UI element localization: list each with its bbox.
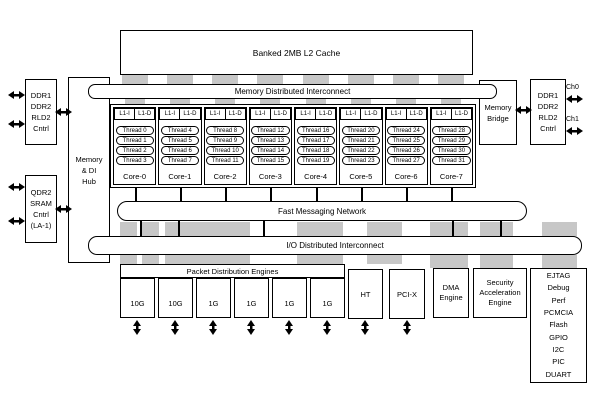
thread-pill: Thread 19 (297, 156, 335, 165)
qdr2-sram-controller-block (25, 175, 57, 243)
connector-strip (438, 75, 464, 84)
text-line: Engine (488, 298, 512, 307)
pci-x-block (389, 269, 425, 319)
fast-messaging-network-label: Fast Messaging Network (277, 206, 367, 216)
bidirectional-arrow-icon (55, 108, 72, 117)
text-line: DDR2 (30, 102, 52, 111)
packet-distribution-engines-header (120, 264, 345, 278)
connector-line (316, 188, 318, 201)
thread-pill: Thread 4 (161, 126, 199, 135)
dma-engine-block (433, 268, 469, 318)
connector-strip (542, 255, 577, 268)
thread-pill: Thread 16 (297, 126, 335, 135)
io-distributed-interconnect-label: I/O Distributed Interconnect (286, 241, 384, 250)
bidirectional-arrow-icon (361, 320, 370, 335)
text-line: I2C (552, 344, 565, 354)
connector-line (225, 188, 227, 201)
connector-strip (165, 255, 250, 264)
core-name-label: Core-2 (213, 172, 237, 181)
cores-container (110, 104, 476, 188)
l1d-cell: L1-D (270, 108, 291, 120)
connector-strip (348, 75, 374, 84)
core-block (158, 107, 201, 185)
l2-cache-block (120, 30, 473, 75)
connector-strip (297, 222, 343, 236)
l1d-cell: L1-D (406, 108, 427, 120)
text-line: SRAM (30, 199, 52, 208)
security-acceleration-engine-block (473, 268, 527, 318)
l1-cache-row (295, 108, 336, 120)
threads-group (251, 126, 289, 165)
thread-pill: Thread 21 (342, 136, 380, 145)
bidirectional-arrow-icon (515, 106, 532, 115)
bidirectional-arrow-icon (8, 91, 25, 100)
port-1g-block: 1G (234, 278, 269, 318)
text-line: Debug (547, 283, 570, 293)
threads-group (342, 126, 380, 165)
thread-pill: Thread 11 (206, 156, 244, 165)
bidirectional-arrow-icon (566, 127, 583, 136)
thread-pill: Thread 1 (116, 136, 154, 145)
l1i-cell: L1-I (205, 108, 226, 120)
thread-pill: Thread 12 (251, 126, 289, 135)
bidirectional-arrow-icon (133, 320, 142, 335)
thread-pill: Thread 20 (342, 126, 380, 135)
text-line: Cntrl (33, 124, 49, 133)
text-line: DDR1 (30, 91, 52, 100)
connector-strip (303, 75, 329, 84)
bidirectional-arrow-icon (247, 320, 256, 335)
l1d-cell: L1-D (134, 108, 155, 120)
bidirectional-arrow-icon (55, 205, 72, 214)
l1-cache-row (250, 108, 291, 120)
text-line: DDR2 (537, 102, 559, 111)
text-line: (LA-1) (30, 221, 52, 230)
text-line: PCMCIA (543, 308, 574, 318)
text-line: DDR1 (537, 91, 559, 100)
connector-line (361, 188, 363, 201)
connector-strip (393, 75, 419, 84)
text-line: EJTAG (546, 271, 571, 281)
thread-pill: Thread 9 (206, 136, 244, 145)
ht-label: HT (360, 289, 371, 299)
bidirectional-arrow-icon (8, 217, 25, 226)
connector-line (180, 188, 182, 201)
port-1g-block: 1G (310, 278, 345, 318)
port-10g-block: 10G (120, 278, 155, 318)
connector-strip (120, 255, 137, 264)
connector-strip (542, 222, 577, 236)
l1i-cell: L1-I (250, 108, 271, 120)
threads-group (297, 126, 335, 165)
connector-strip (367, 222, 402, 236)
core-name-label: Core-4 (304, 172, 328, 181)
ddr-controller-right-block (530, 79, 566, 145)
core-name-label: Core-1 (168, 172, 192, 181)
l1d-cell: L1-D (225, 108, 246, 120)
packet-distribution-engines-label: Packet Distribution Engines (186, 266, 279, 276)
l1i-cell: L1-I (295, 108, 316, 120)
core-block (385, 107, 428, 185)
text-line: Memory (484, 102, 512, 112)
connector-strip (257, 75, 283, 84)
text-line: & DI (81, 165, 97, 175)
text-line: Flash (549, 320, 568, 330)
core-block (294, 107, 337, 185)
thread-pill: Thread 24 (387, 126, 425, 135)
thread-pill: Thread 27 (387, 156, 425, 165)
thread-pill: Thread 17 (297, 136, 335, 145)
thread-pill: Thread 3 (116, 156, 154, 165)
l2-cache-label: Banked 2MB L2 Cache (252, 47, 341, 58)
bidirectional-arrow-icon (403, 320, 412, 335)
core-name-label: Core-5 (349, 172, 373, 181)
fast-messaging-network-bar (117, 201, 527, 221)
connector-strip (367, 255, 402, 264)
thread-pill: Thread 5 (161, 136, 199, 145)
connector-line (263, 221, 265, 236)
thread-pill: Thread 6 (161, 146, 199, 155)
channel-ch1-label: Ch1 (566, 116, 579, 123)
text-line: PIC (552, 357, 565, 367)
thread-pill: Thread 7 (161, 156, 199, 165)
l1i-cell: L1-I (114, 108, 135, 120)
text-line: Memory (75, 154, 103, 164)
text-line: Acceleration (479, 288, 521, 297)
connector-line (140, 221, 142, 236)
threads-group (161, 126, 199, 165)
thread-pill: Thread 31 (432, 156, 470, 165)
text-line: RLD2 (31, 113, 51, 122)
thread-pill: Thread 13 (251, 136, 289, 145)
port-1g-block: 1G (272, 278, 307, 318)
core-name-label: Core-3 (258, 172, 282, 181)
core-name-label: Core-7 (439, 172, 463, 181)
l1d-cell: L1-D (315, 108, 336, 120)
core-block (339, 107, 382, 185)
connector-line (451, 188, 453, 201)
threads-group (206, 126, 244, 165)
l1-cache-row (159, 108, 200, 120)
connector-strip (212, 75, 238, 84)
connector-strip (122, 75, 148, 84)
pci-x-label: PCI-X (396, 289, 417, 299)
memory-distributed-interconnect-bar (88, 84, 497, 99)
l1-cache-row (205, 108, 246, 120)
port-10g-block: 10G (158, 278, 193, 318)
connector-strip (480, 222, 513, 236)
thread-pill: Thread 25 (387, 136, 425, 145)
thread-pill: Thread 15 (251, 156, 289, 165)
thread-pill: Thread 28 (432, 126, 470, 135)
thread-pill: Thread 2 (116, 146, 154, 155)
thread-pill: Thread 23 (342, 156, 380, 165)
core-name-label: Core-0 (123, 172, 147, 181)
threads-group (116, 126, 154, 165)
connector-line (406, 188, 408, 201)
l1-cache-row (431, 108, 472, 120)
bidirectional-arrow-icon (323, 320, 332, 335)
thread-pill: Thread 0 (116, 126, 154, 135)
l1i-cell: L1-I (159, 108, 180, 120)
connector-strip (430, 255, 468, 268)
ddr-controller-left-block (25, 79, 57, 145)
connector-strip (167, 75, 193, 84)
bidirectional-arrow-icon (285, 320, 294, 335)
thread-pill: Thread 10 (206, 146, 244, 155)
bidirectional-arrow-icon (566, 95, 583, 104)
connector-strip (480, 255, 513, 268)
connector-strip (297, 255, 343, 264)
text-line: DUART (545, 369, 572, 379)
text-line: Bridge (487, 113, 509, 123)
core-block (430, 107, 473, 185)
connector-strip (120, 222, 137, 236)
text-line: QDR2 (30, 188, 52, 197)
text-line: Perf (551, 295, 566, 305)
core-block (249, 107, 292, 185)
text-line: RLD2 (538, 113, 558, 122)
io-distributed-interconnect-bar (88, 236, 582, 255)
connector-strip (142, 255, 159, 264)
l1-cache-row (114, 108, 155, 120)
l1d-cell: L1-D (360, 108, 381, 120)
bidirectional-arrow-icon (8, 120, 25, 129)
text-line: DMA (442, 283, 460, 292)
memory-distributed-interconnect-label: Memory Distributed Interconnect (234, 87, 351, 96)
peripherals-block (530, 268, 587, 383)
l1i-cell: L1-I (340, 108, 361, 120)
connector-line (500, 221, 502, 236)
bidirectional-arrow-icon (171, 320, 180, 335)
bidirectional-arrow-icon (8, 183, 25, 192)
bidirectional-arrow-icon (209, 320, 218, 335)
threads-group (387, 126, 425, 165)
l1-cache-row (386, 108, 427, 120)
connector-line (135, 188, 137, 201)
connector-line (178, 221, 180, 236)
core-name-label: Core-6 (394, 172, 418, 181)
connector-line (452, 221, 454, 236)
connector-strip (430, 222, 468, 236)
l1i-cell: L1-I (386, 108, 407, 120)
thread-pill: Thread 22 (342, 146, 380, 155)
text-line: Engine (439, 293, 463, 302)
core-block (113, 107, 156, 185)
thread-pill: Thread 8 (206, 126, 244, 135)
port-1g-block: 1G (196, 278, 231, 318)
text-line: Security (486, 278, 514, 287)
ht-block (348, 269, 383, 319)
thread-pill: Thread 30 (432, 146, 470, 155)
text-line: GPIO (549, 332, 568, 342)
channel-ch0-label: Ch0 (566, 84, 579, 91)
text-line: Cntrl (540, 124, 556, 133)
text-line: Hub (82, 176, 96, 186)
thread-pill: Thread 26 (387, 146, 425, 155)
l1-cache-row (340, 108, 381, 120)
connector-strip (142, 222, 159, 236)
connector-line (270, 188, 272, 201)
thread-pill: Thread 14 (251, 146, 289, 155)
l1i-cell: L1-I (431, 108, 452, 120)
thread-pill: Thread 29 (432, 136, 470, 145)
l1d-cell: L1-D (179, 108, 200, 120)
text-line: Cntrl (33, 210, 49, 219)
core-block (204, 107, 247, 185)
thread-pill: Thread 18 (297, 146, 335, 155)
l1d-cell: L1-D (451, 108, 472, 120)
threads-group (432, 126, 470, 165)
